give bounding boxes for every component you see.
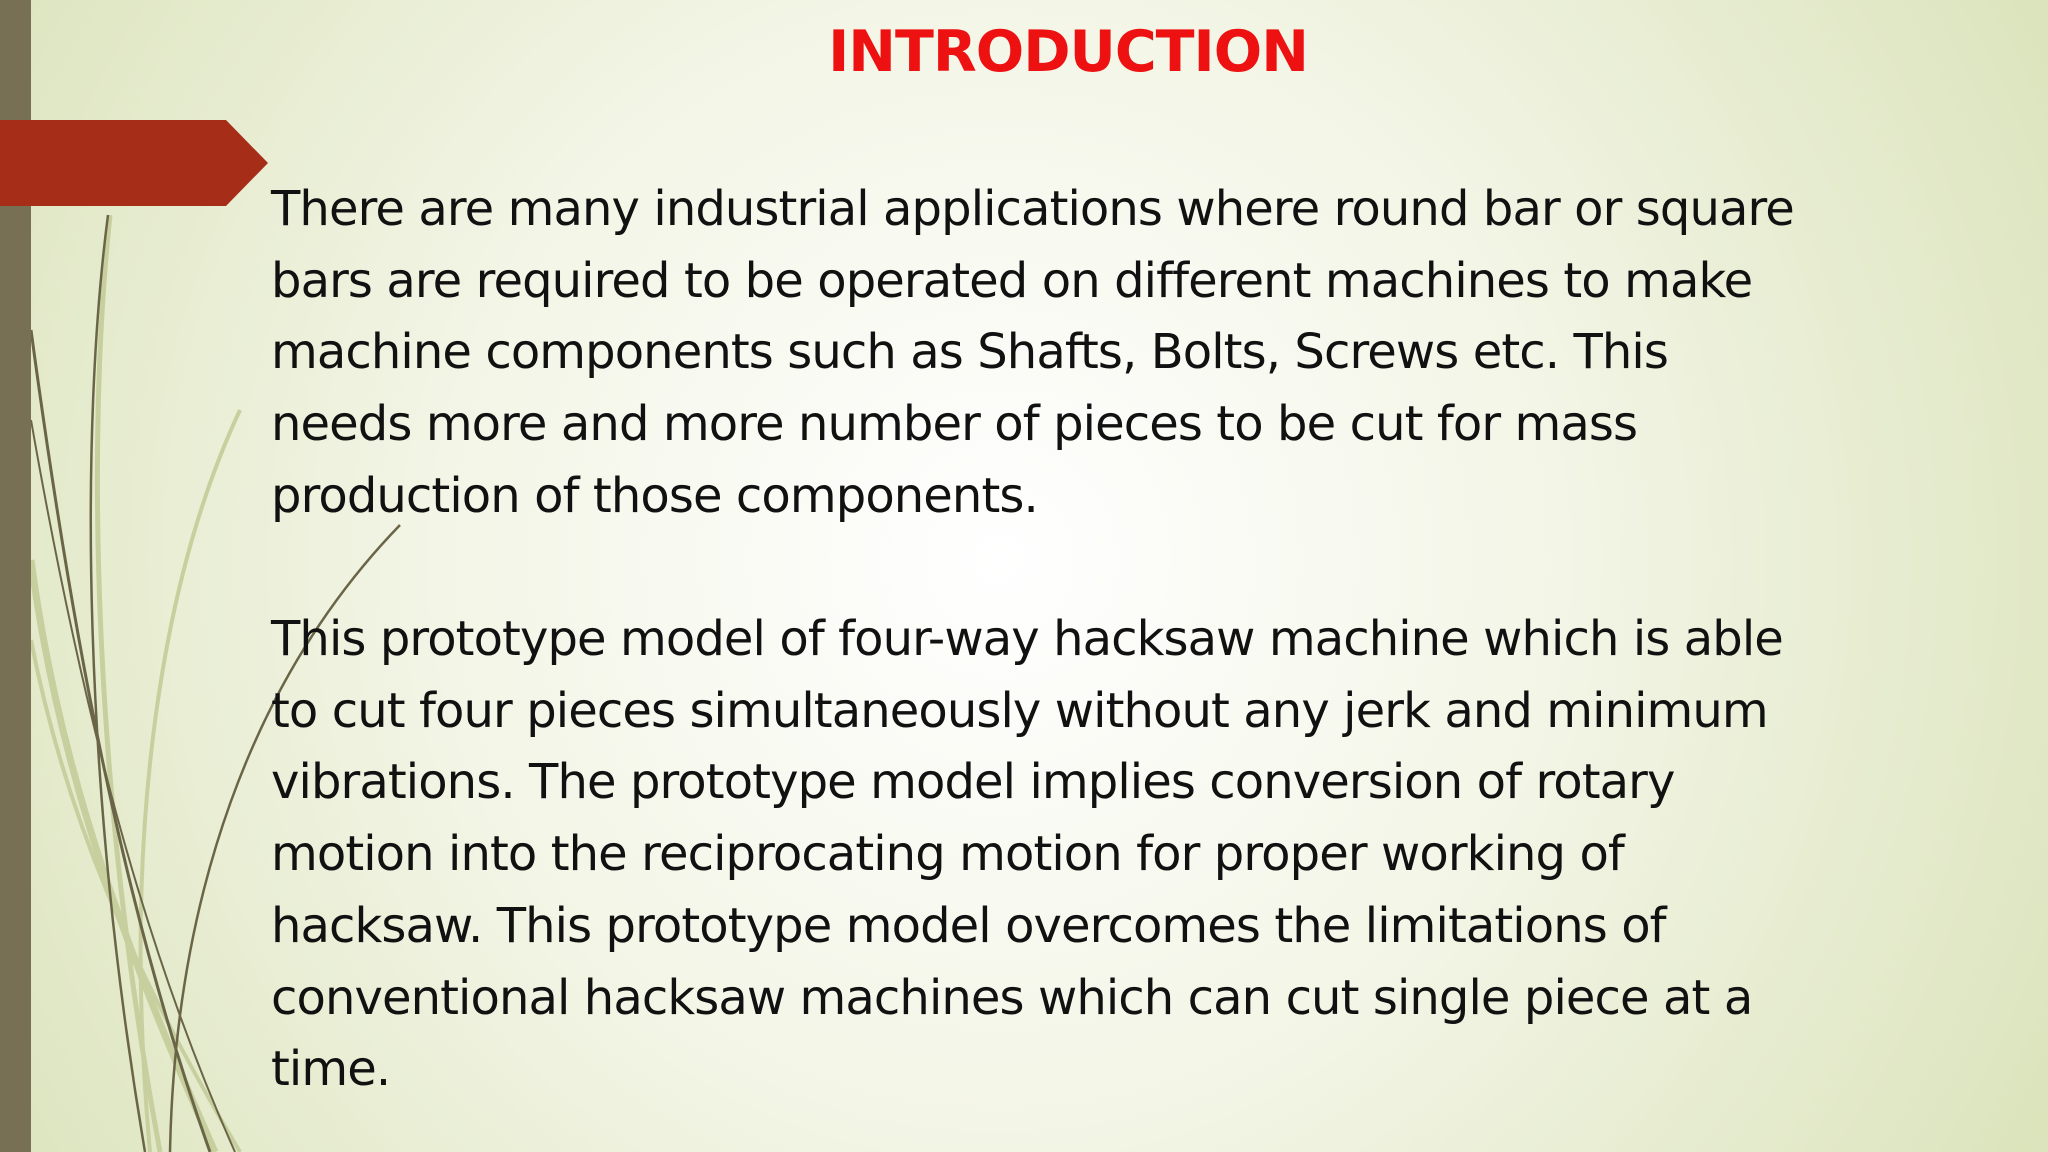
paragraph-line: hacksaw. This prototype model overcomes the limitations of xyxy=(271,897,1666,954)
paragraph-line: This prototype model of four-way hacksaw machine which is able xyxy=(271,611,1783,667)
paragraph-line: vibrations. The prototype model implies conversion of rotary xyxy=(271,754,1675,811)
paragraph-line: conventional hacksaw machines which can cut single piece at a xyxy=(271,969,1753,1026)
arrow-tab-shape xyxy=(0,120,270,206)
paragraph-line: There are many industrial applications where round bar or square xyxy=(271,181,1794,237)
paragraph-line: motion into the reciprocating motion for proper working of xyxy=(271,826,1624,883)
intro-paragraph-1 xyxy=(271,174,1971,533)
paragraph-line: needs more and more number of pieces to be cut for mass xyxy=(271,396,1638,453)
paragraph-line: time. xyxy=(271,1041,391,1098)
paragraph-line: bars are required to be operated on different machines to make xyxy=(271,252,1753,309)
slide-title: INTRODUCTION xyxy=(828,19,1308,85)
paragraph-line: machine components such as Shafts, Bolts, Screws etc. This xyxy=(271,324,1668,381)
paragraph-line: production of those components. xyxy=(271,467,1038,524)
paragraph-line: to cut four pieces simultaneously without any jerk and minimum xyxy=(271,682,1768,739)
intro-paragraph-2 xyxy=(271,604,1971,1106)
